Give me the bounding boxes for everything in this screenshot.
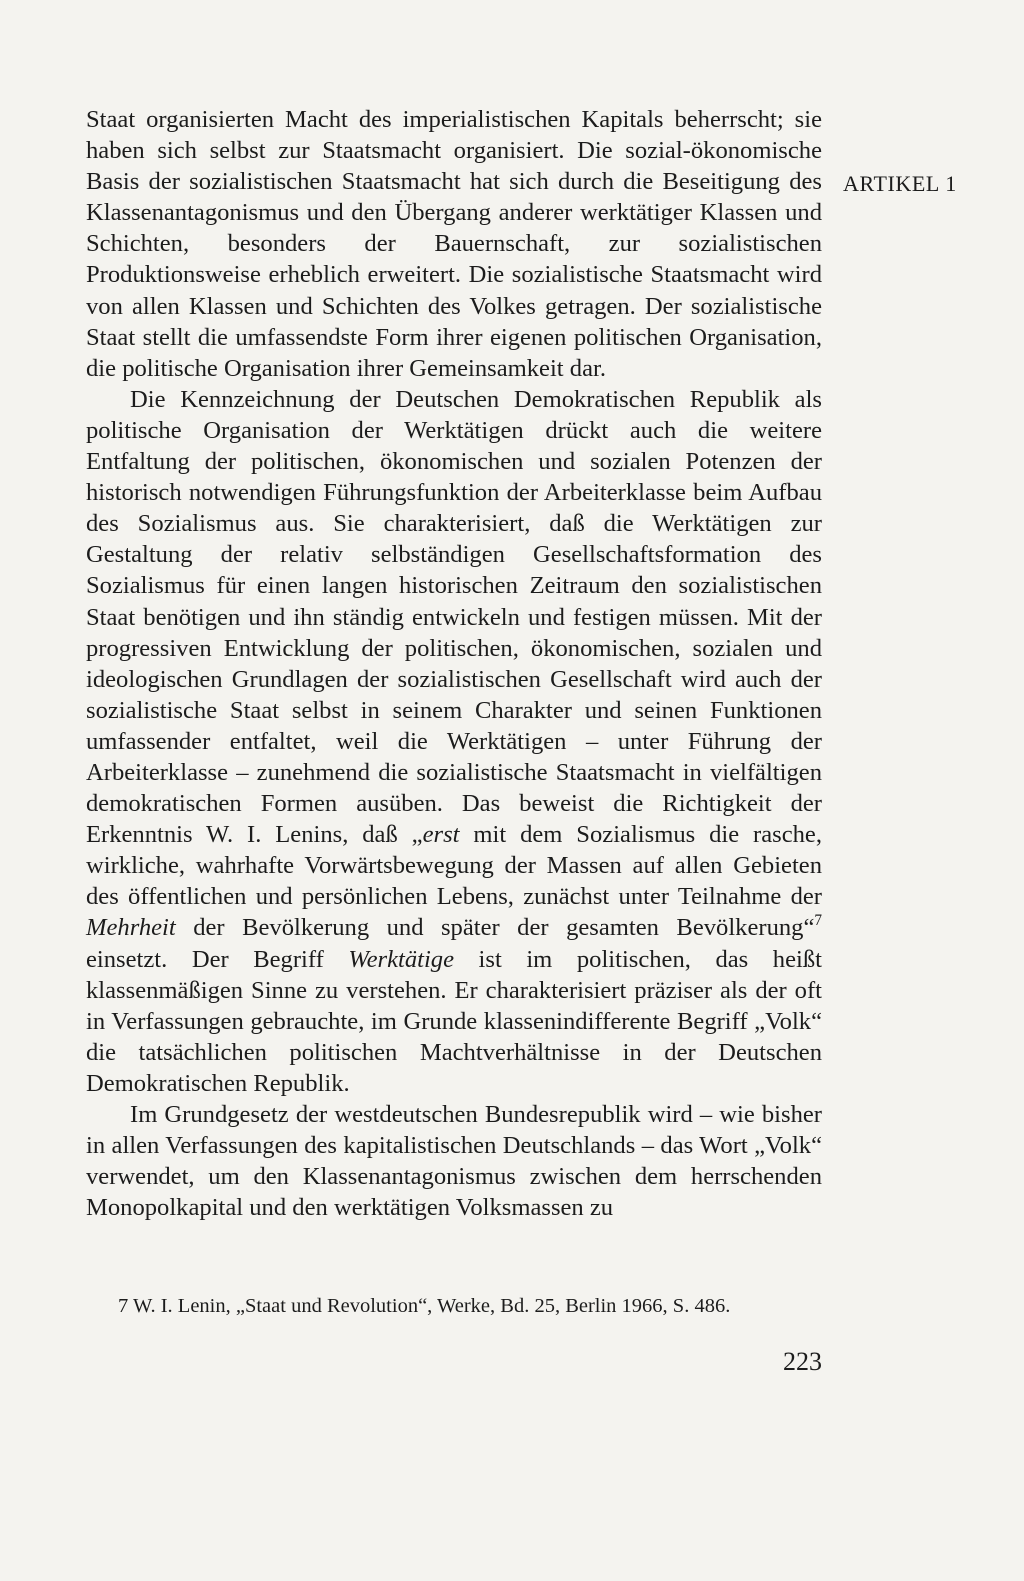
body-text [86,104,822,1223]
text-run: einsetzt. Der Begriff [86,945,349,973]
text-run: mit dem Sozialismus die rasche, wirkliche, wahrhafte Vorwärtsbewegung der Massen auf allen Gebieten des öffentlichen und persönlichen Lebens, zunächst unter Teilnahme der [86,821,822,911]
paragraph-2 [86,384,822,1099]
text-run: Im Grundgesetz der westdeutschen Bundesrepublik wird – wie bisher in allen Verfassungen des kapitalistischen Deutschlands – das Wort „Volk“ verwendet, um den Klassenantagonismus zwischen dem herrschenden Monopolkapital und den werktätigen Volksmassen zu [86,1101,822,1222]
emphasis: erst [422,821,460,849]
text-run: der Bevölkerung und später der gesamten Bevölkerung“ [175,914,815,942]
paragraph-3 [86,1099,822,1223]
page-number: 223 [783,1347,822,1376]
emphasis: Mehrheit [86,914,176,942]
emphasis: Werktätige [348,945,454,973]
text-run: Staat organisierten Macht des imperialistischen Kapitals beherrscht; sie haben sich selbst zur Staatsmacht organisiert. Die sozial-ökonomische Basis der sozialistischen Staatsmacht hat sich durch die Beseitigung des Klassenantagonismus und den Übergang anderer werktätiger Klassen und Schichten, besonders der Bauernschaft, zur sozialistischen Produktionsweise erheblich erweitert. Die sozialistische Staatsmacht wird von allen Klassen und Schichten des Volkes getragen. Der sozialistische Staat stellt die umfassendste Form ihrer eigenen politischen Organisation, die politische Organisation ihrer Gemeinsamkeit dar. [86,106,822,382]
text-run: ist im politischen, das heißt klassenmäßigen Sinne zu verstehen. Er charakterisiert präziser als der oft in Verfassungen gebrauchte, im Grunde klassenindifferente Begriff „Volk“ die tatsächlichen politischen Machtverhältnisse in der Deutschen Demokratischen Republik. [86,945,822,1097]
text-run: Die Kennzeichnung der Deutschen Demokratischen Republik als politische Organisation der Werktätigen drückt auch die weitere Entfaltung der politischen, ökonomischen und sozialen Potenzen der historisch notwendigen Führungsfunktion der Arbeiterklasse beim Aufbau des Sozialismus aus. Sie charakterisiert, daß die Werktätigen zur Gestaltung der relativ selbständigen Gesellschaftsformation des Sozialismus für einen langen historischen Zeitraum den sozialistischen Staat benötigen und ihn ständig entwickeln und festigen müssen. Mit der progressiven Entwicklung der politischen, ökonomischen, sozialen und ideologischen Grundlagen der sozialistischen Gesellschaft wird auch der sozialistische Staat selbst in seinem Charakter und seinen Funktionen umfassender entfaltet, weil die Werktätigen – unter Führung der Arbeiterklasse – zunehmend die sozialistische Staatsmacht in vielfältigen demokratischen Formen ausüben. Das beweist die Richtigkeit der Erkenntnis W. I. Lenins, daß „ [86,385,822,849]
footnote-ref: 7 [814,911,822,929]
paragraph-1 [86,104,822,384]
margin-note: ARTIKEL 1 [843,171,957,196]
footnote: 7 W. I. Lenin, „Staat und Revolution“, Werke, Bd. 25, Berlin 1966, S. 486. [118,1295,731,1317]
